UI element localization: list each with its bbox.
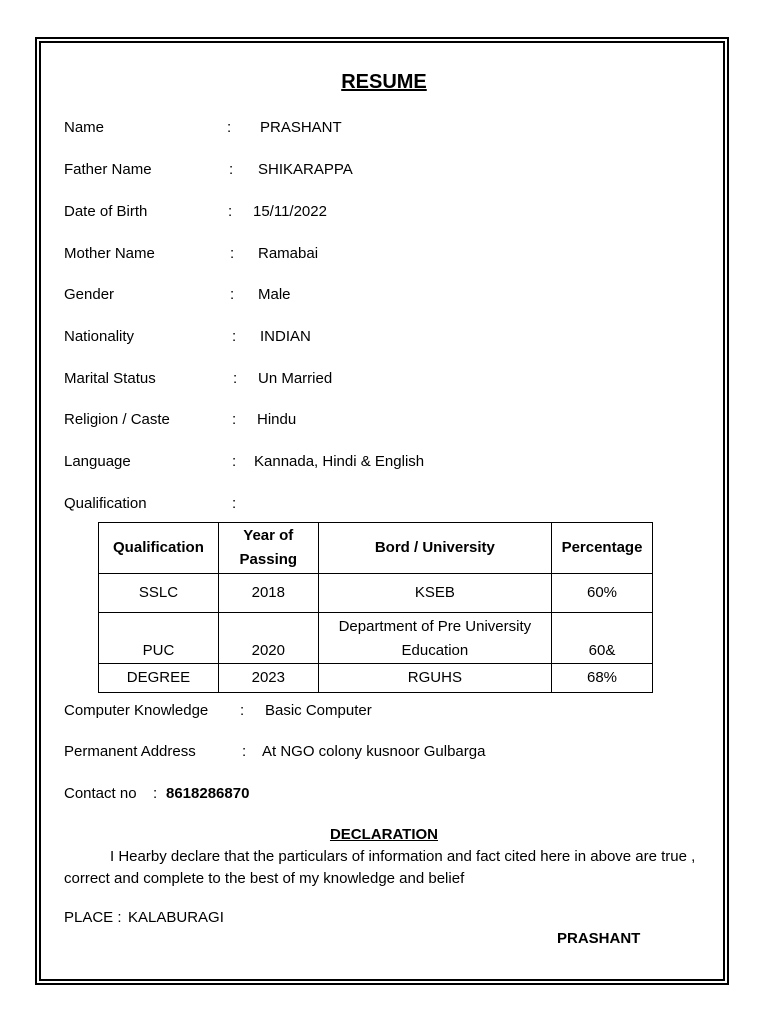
name-colon: : <box>227 119 232 136</box>
religion-value: Hindu <box>257 411 297 428</box>
table-cell: 2018 <box>218 574 318 613</box>
table-cell: Department of Pre University Education <box>318 613 551 664</box>
table-row <box>99 574 653 613</box>
table-row <box>99 664 653 693</box>
mother-name-label: Mother Name <box>64 245 155 262</box>
table-header: Bord / University <box>318 523 551 574</box>
nationality-label: Nationality <box>64 328 135 345</box>
marital-status-value: Un Married <box>258 370 333 387</box>
qualification-colon: : <box>232 495 237 512</box>
religion-label: Religion / Caste <box>64 411 170 428</box>
language-label: Language <box>64 453 131 470</box>
table-cell: 60% <box>552 574 653 613</box>
language-value: Kannada, Hindi & English <box>254 453 425 470</box>
declaration-text: I Hearby declare that the particulars of information and fact cited here in above are true , correct and complete to the best of my knowledge and belief <box>64 848 696 887</box>
table-cell: 68% <box>552 664 653 693</box>
contact-value: 8618286870 <box>166 785 250 802</box>
address-label: Permanent Address <box>64 743 196 760</box>
declaration-heading: DECLARATION <box>329 826 439 843</box>
nationality-value: INDIAN <box>260 328 311 345</box>
table-cell: PUC <box>99 613 219 664</box>
computer-knowledge-label: Computer Knowledge <box>64 702 209 719</box>
qualification-label: Qualification <box>64 495 147 512</box>
table-header: Percentage <box>552 523 653 574</box>
computer-knowledge-value: Basic Computer <box>265 702 372 719</box>
contact-label: Contact no <box>64 785 137 802</box>
table-cell: RGUHS <box>318 664 551 693</box>
place-label: PLACE : <box>64 909 122 926</box>
qualification-table <box>98 522 653 693</box>
father-name-colon: : <box>229 161 234 178</box>
table-row <box>99 613 653 664</box>
gender-label: Gender <box>64 286 115 303</box>
table-cell: KSEB <box>318 574 551 613</box>
dob-label: Date of Birth <box>64 203 148 220</box>
table-header: Year of Passing <box>218 523 318 574</box>
table-cell: 2023 <box>218 664 318 693</box>
name-label: Name <box>64 119 105 136</box>
gender-colon: : <box>230 286 235 303</box>
contact-colon: : <box>153 785 158 802</box>
nationality-colon: : <box>232 328 237 345</box>
address-colon: : <box>242 743 247 760</box>
gender-value: Male <box>258 286 291 303</box>
dob-colon: : <box>228 203 233 220</box>
name-value: PRASHANT <box>260 119 342 136</box>
resume-title: RESUME <box>341 71 427 93</box>
address-value: At NGO colony kusnoor Gulbarga <box>262 743 486 760</box>
table-header-row <box>99 523 653 574</box>
father-name-value: SHIKARAPPA <box>258 161 353 178</box>
father-name-label: Father Name <box>64 161 152 178</box>
dob-value: 15/11/2022 <box>253 203 327 220</box>
table-cell: DEGREE <box>99 664 219 693</box>
computer-knowledge-colon: : <box>240 702 245 719</box>
marital-status-label: Marital Status <box>64 370 156 387</box>
signature-name: PRASHANT <box>557 930 641 947</box>
table-cell: 2020 <box>218 613 318 664</box>
religion-colon: : <box>232 411 237 428</box>
place-value: KALABURAGI <box>128 909 224 926</box>
marital-status-colon: : <box>233 370 238 387</box>
mother-name-colon: : <box>230 245 235 262</box>
mother-name-value: Ramabai <box>258 245 319 262</box>
language-colon: : <box>232 453 237 470</box>
table-header: Qualification <box>99 523 219 574</box>
table-cell: 60& <box>552 613 653 664</box>
table-cell: SSLC <box>99 574 219 613</box>
